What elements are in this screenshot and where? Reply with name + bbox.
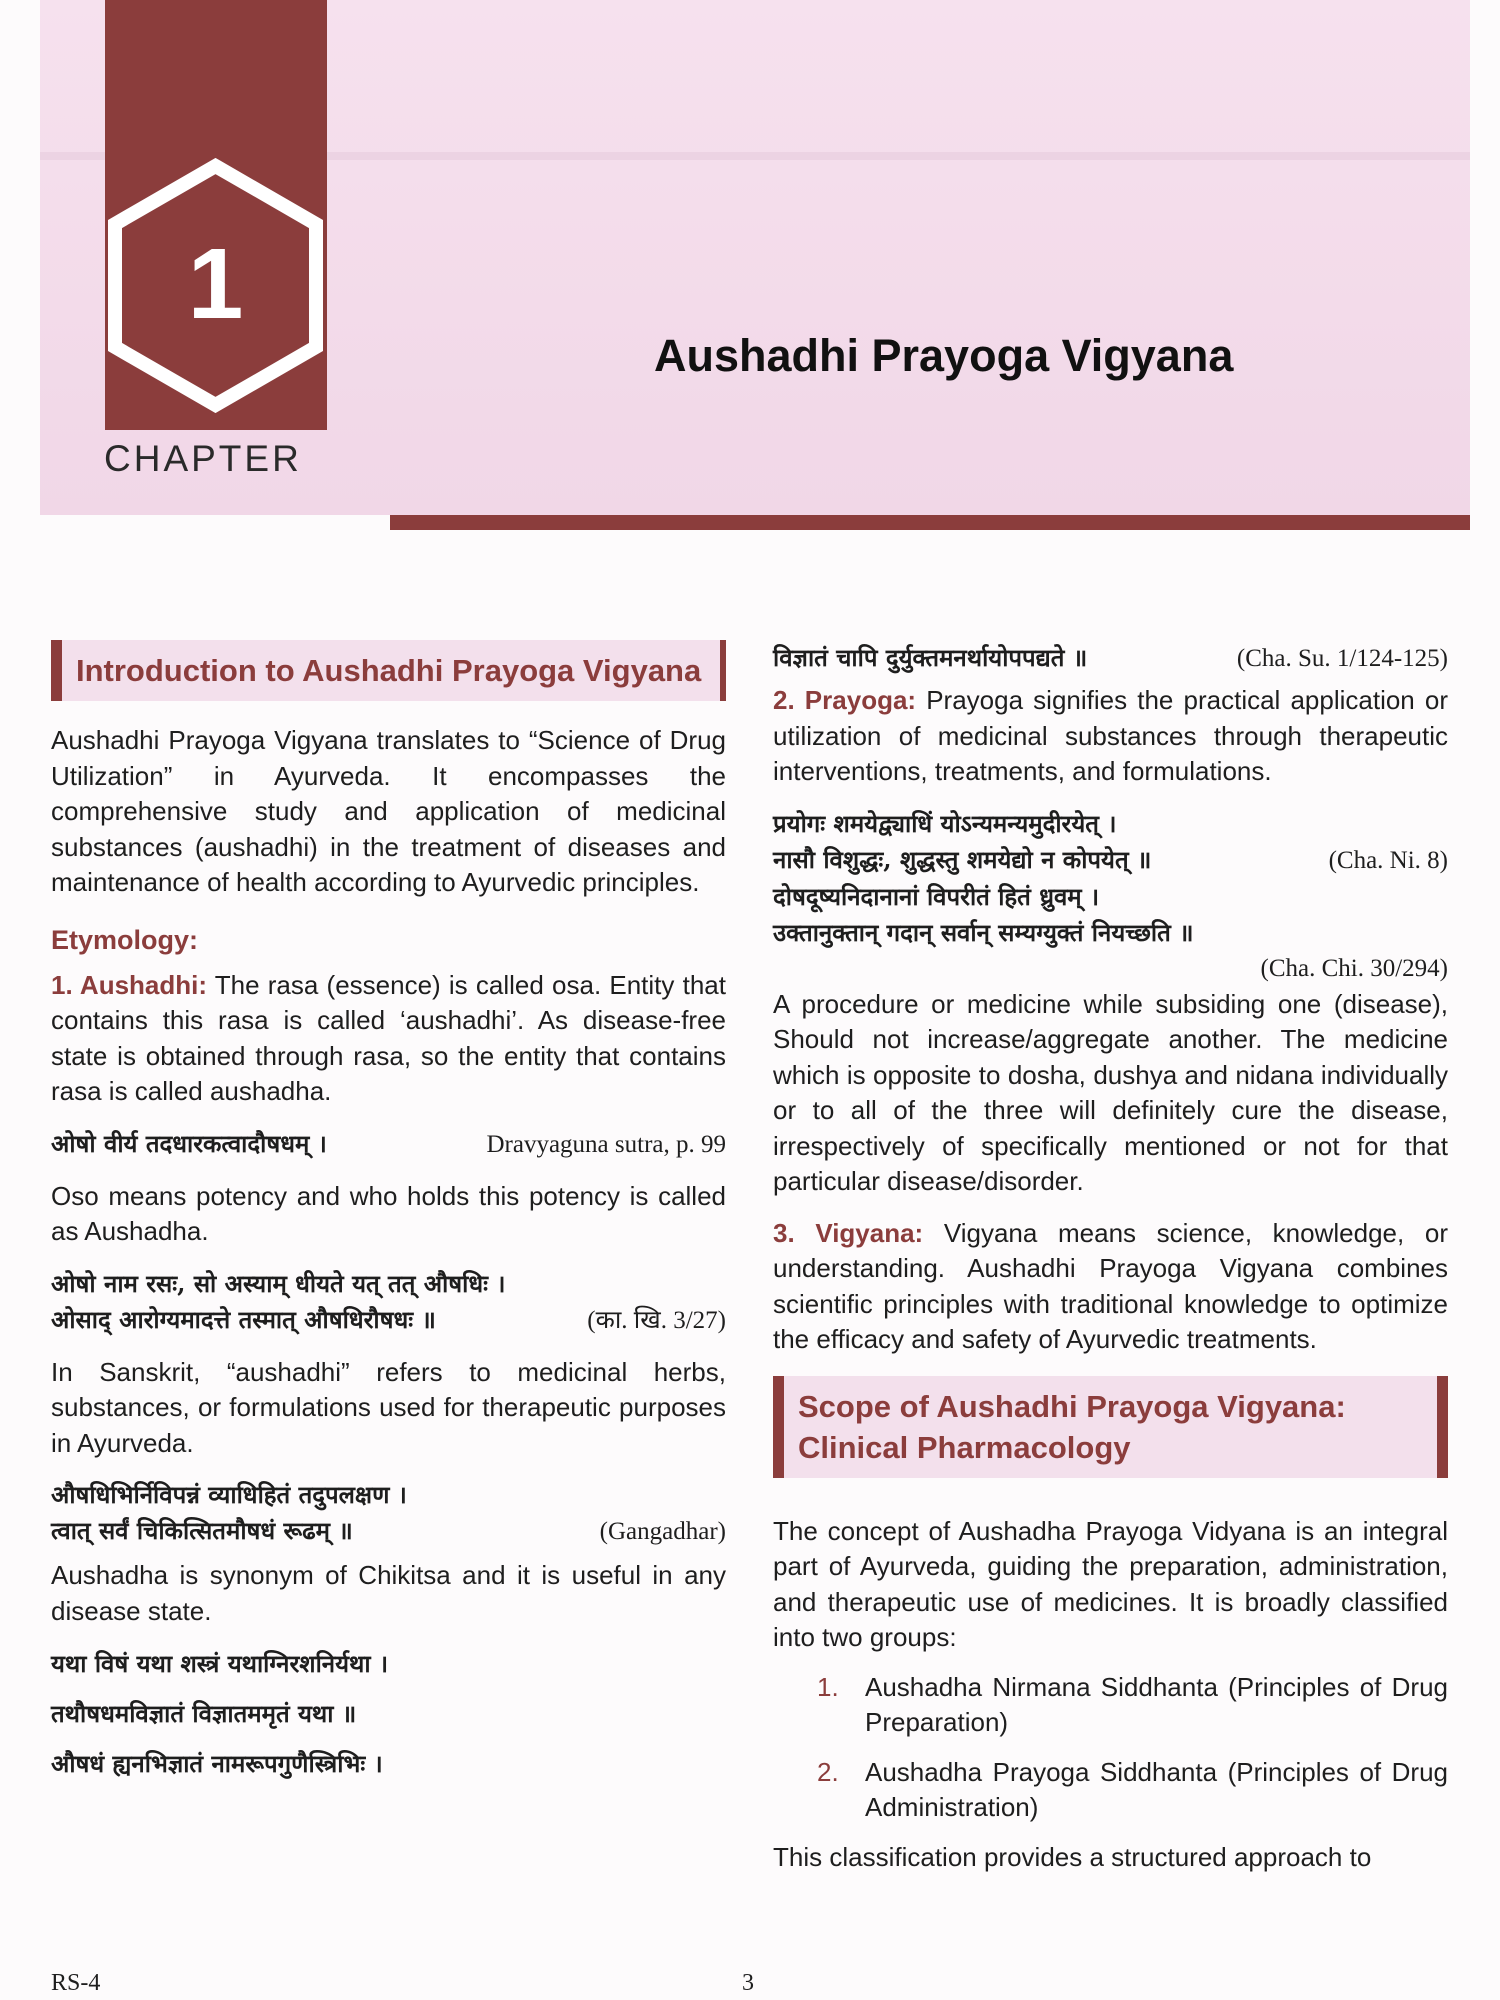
intro-paragraph: Aushadhi Prayoga Vigyana translates to “Science of Drug Utilization” in Ayurveda. It encompasses the comprehensive study and application of medicinal substances (aushadhi) in the treatment of diseases and maintenance of health according to Ayurvedic principles. (51, 725, 726, 897)
prayoga-paragraph (773, 683, 1448, 790)
aushadhi-paragraph (51, 968, 726, 1110)
sanskrit-verse: नासौ विशुद्धः, शुद्धस्तु शमयेद्यो न कोपयेत् ॥ (Cha. Ni. 8) (773, 842, 1448, 879)
sanskrit-verse: यथा विषं यथा शस्त्रं यथाग्निरशनिर्यथा । (51, 1649, 389, 1678)
item-text: Prayoga signifies the practical application or utilization of medicinal substances through therapeutic interventions, treatments, and formulations. (773, 685, 1449, 786)
chapter-title: Aushadhi Prayoga Vigyana (654, 330, 1234, 381)
classification-paragraph: This classification provides a structured approach to (773, 1841, 1372, 1872)
item-text: The rasa (essence) is called osa. Entity that contains this rasa is called ‘aushadhi’. As disease-free state is obtained through rasa, so the entity that contains rasa is called aushadha. (51, 969, 726, 1106)
oso-paragraph: Oso means potency and who holds this potency is called as Aushadha. (51, 1180, 726, 1246)
sanskrit-verse: दोषदूष्यनिदानानां विपरीतं हितं ध्रुवम् । (773, 881, 1100, 911)
synonym-paragraph: Aushadha is synonym of Chikitsa and it is useful in any disease state. (51, 1560, 726, 1626)
list-item: 1. Aushadha Nirmana Siddhanta (Principles of Drug Preparation) (817, 1671, 1448, 1737)
sanskrit-verse: औषधिभिर्निविपन्नं व्याधिहितं तदुपलक्षण । (51, 1480, 407, 1509)
section-heading-box (773, 1376, 1448, 1478)
verse-citation: (Cha. Chi. 30/294) (1260, 954, 1448, 982)
verse-citation: (का. खि. 3/27) (587, 1306, 726, 1334)
sanskrit-verse: ओषो वीर्य तदधारकत्वादौषधम् । Dravyaguna sutra, p. 99 (51, 1126, 726, 1163)
section-heading: Introduction to Aushadhi Prayoga Vigyana (76, 653, 702, 688)
left-column (51, 640, 726, 1789)
verse-citation: (Cha. Su. 1/124-125) (1236, 645, 1448, 672)
sanskrit-verse: त्वात् सर्वं चिकित्सितमौषधं रूढम् ॥ (Gangadhar) (51, 1513, 726, 1550)
item-label: 2. Prayoga: (773, 685, 917, 715)
vigyana-paragraph (773, 1216, 1448, 1358)
item-label: 3. Vigyana: (773, 1217, 924, 1248)
chapter-label: CHAPTER (104, 438, 302, 479)
title-underline-bar (390, 515, 1470, 530)
sanskrit-meaning-paragraph: In Sanskrit, “aushadhi” refers to medicinal herbs, substances, or formulations used for therapeutic purposes in Ayurveda. (51, 1356, 726, 1458)
section-heading: Scope of Aushadhi Prayoga Vigyana: Clinical Pharmacology (798, 1388, 1346, 1465)
verse-citation: (Gangadhar) (599, 1518, 726, 1545)
sanskrit-verse: औषधं ह्यनभिज्ञातं नामरूपगुणैस्त्रिभिः । (51, 1749, 383, 1778)
sanskrit-verse: ओषो नाम रसः, सो अस्याम् धीयते यत् तत् औषधिः । (51, 1268, 506, 1298)
sanskrit-verse: प्रयोगः शमयेद्व्याधिं योऽन्यमन्यमुदीरयेत् । (773, 808, 1117, 838)
verse-citation: (Cha. Ni. 8) (1328, 846, 1448, 874)
list-item: 2. Aushadha Prayoga Siddhanta (Principles of Drug Administration) (817, 1756, 1448, 1822)
right-column (773, 640, 1448, 1875)
verse-citation: Dravyaguna sutra, p. 99 (486, 1130, 726, 1158)
item-label: 1. Aushadhi: (51, 969, 208, 1000)
chapter-number-badge (103, 158, 328, 413)
sanskrit-verse: ओसाद् आरोग्यमादत्ते तस्मात् औषधिरौषधः ॥ (का. खि. 3/27) (51, 1302, 726, 1339)
chapter-number: 1 (187, 228, 244, 340)
procedure-paragraph: A procedure or medicine while subsiding one (disease), Should not increase/aggregate another. The medicine which is opposite to dosha, dushya and nidana individually or to all of the three will definitely cure the disease, irrespectively of specifically mentioned or not for that particular disease/disorder. (773, 988, 1448, 1196)
item-text: Vigyana means science, knowledge, or understanding. Aushadhi Prayoga Vigyana combines scientific principles with traditional knowledge to optimize the efficacy and safety of Ayurvedic treatments. (773, 1217, 1448, 1354)
footer-code: RS-4 (51, 1970, 101, 1996)
etymology-heading: Etymology: (51, 924, 199, 955)
sanskrit-verse: विज्ञातं चापि दुर्युक्तमनर्थायोपपद्यते ॥ (Cha. Su. 1/124-125) (773, 640, 1448, 677)
sanskrit-verse: तथौषधमविज्ञातं विज्ञातममृतं यथा ॥ (51, 1699, 357, 1728)
scope-paragraph: The concept of Aushadha Prayoga Vidyana is an integral part of Ayurveda, guiding the preparation, administration, and therapeutic use of medicines. It is broadly classified into two groups: (773, 1515, 1448, 1652)
page-number: 3 (742, 1970, 754, 1996)
sanskrit-verse: उक्तानुक्तान् गदान् सर्वान् सम्यग्युक्तं नियच्छति ॥ (773, 917, 1194, 947)
classification-list (773, 1670, 1448, 1826)
section-heading-box (51, 640, 726, 701)
